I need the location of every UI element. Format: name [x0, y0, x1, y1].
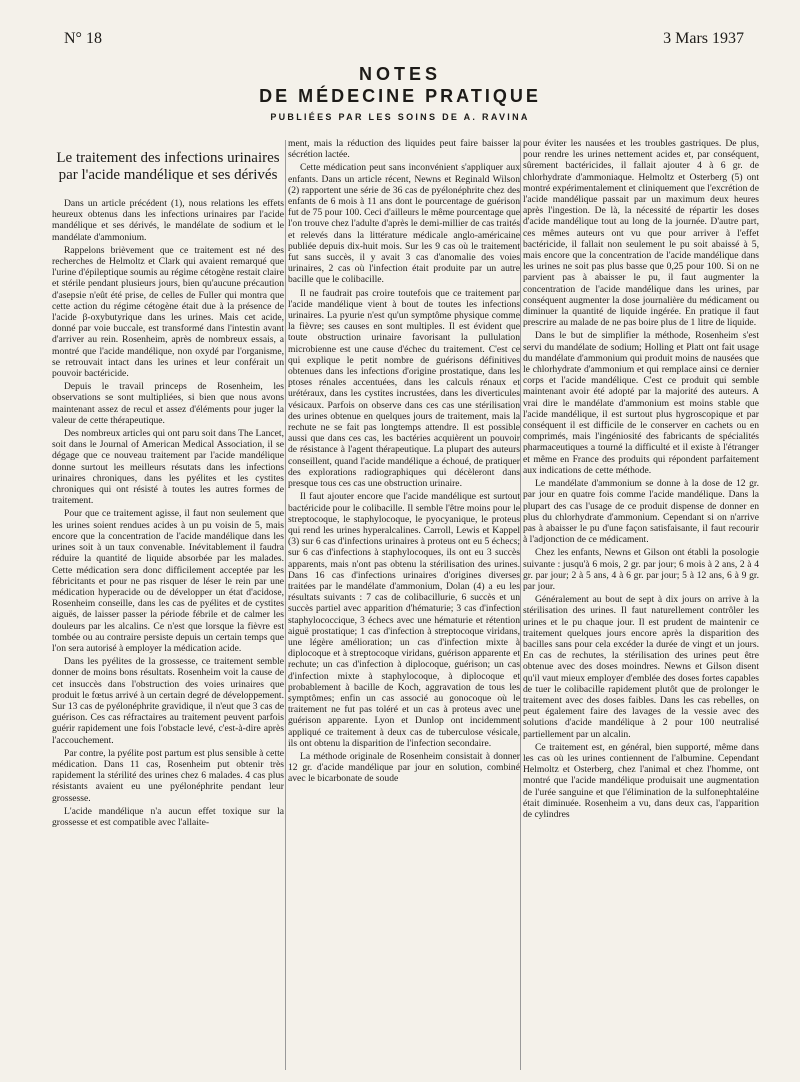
article-title-line2: par l'acide mandélique et ses dérivés — [58, 167, 278, 183]
paragraph: Il faut ajouter encore que l'acide mandélique est surtout bactéricide pour le colibacille. Il semble l'être moins pour le streptocoque, le staphylocoque, le pyocyanique, le proteus qui rend les urines hyperalcalines. Carroll, Lewis et Kappel (3) sur 6 cas d'infections urinaires à proteus ont eu 5 échecs; sur 6 cas d'infections à staphylocoques, ils ont eu 3 succès apparents, mais n'ont pas obtenu la stérilisation des urines. Dans 16 cas d'infections urinaires d'origines diverses traitées par le mandélate d'ammonium, Dolan (4) a eu les résultats suivants : 7 cas de colibacillurie, 6 succès et un succès partiel avec apparition d'hématurie; 3 cas d'infection staphylococcique, 3 échecs avec une hématurie et rétention aiguë prostatique; 1 cas d'infection à streptocoque viridans, une légère amélioration; un cas d'infection mixte à diplocoque et à streptocoque viridans, guérison apparente et rechute; un cas d'infection à diplocoque, guérison; un cas d'infection mixte à staphylocoque, à diplocoque et probablement à bacille de Koch, aggravation de tous les symptômes; enfin un cas associé au gonocoque où le traitement ne fut pas toléré et un cas à proteus avec une guérison apparente. Lyon et Dunlop ont incidemment appliqué ce traitement à deux cas de tuberculose vésicale, ils ont obtenu la disparition de l'infection secondaire. — [288, 491, 520, 749]
paragraph: Dans le but de simplifier la méthode, Rosenheim s'est servi du mandélate de sodium; Holling et Platt ont fait usage du mandélate d'ammonium qui produit moins de nausées que le chlorhydrate d'ammonium et qui remplace ainsi ce dernier corps et l'acide mandélique. C'est ce produit qui semble maintenant avoir été adopté par la majorité des auteurs. A vrai dire le mandélate d'ammonium est moins stable que l'acide mandélique, il est surtout plus hygroscopique et par conséquent il est difficile de le conserver en cachets ou en comprimés, mais l'ingéniosité des fabricants de spécialités pharmaceutiques a tourné la difficulté et il existe à l'étranger et même en France des produits qui répondent parfaitement aux indications de cette méthode. — [523, 330, 759, 476]
paragraph: Il ne faudrait pas croire toutefois que ce traitement par l'acide mandélique vient à bout de toutes les infections urinaires. La pyurie n'est qu'un symptôme physique comme la fièvre; ses causes en sont multiples. Il est évident que toute obstruction urinaire favorisant la pullulation microbienne est une cause d'échec du traitement. C'est ce qui explique le petit nombre de guérisons définitives obtenues dans les infections d'origine prostatique, dans les ptoses rénales accentuées, dans les calculs rénaux et urétéraux, dans les cystites incrustées, dans les diverticules vésicaux. Parfois on observe dans ces cas une stérilisation des urines obtenue en quelques jours de traitement, mais la rechute ne se fait pas longtemps attendre. Il est possible aussi que dans ces cas, les bactéries acquièrent un pouvoir de résistance à l'agent thérapeutique. La plupart des auteurs conseillent, quand l'acide mandélique a échoué, de pratiquer des explorations radiographiques qui décèleront dans presque tous ces cas une obstruction urinaire. — [288, 287, 520, 490]
paragraph: L'acide mandélique n'a aucun effet toxique sur la grossesse et est compatible avec l'allaite- — [52, 805, 284, 828]
paragraph: Des nombreux articles qui ont paru soit dans The Lancet, soit dans le Journal of American Medical Association, il se dégage que ce nouveau traitement par l'acide mandélique donne surtout les meilleurs résutats dans les infections urinaires chroniques, dans les pyélites et les cystites chroniques qui ont résisté à toutes les autres formes de traitement. — [52, 428, 284, 507]
paragraph: Pour que ce traitement agisse, il faut non seulement que les urines soient rendues acides à un pu voisin de 5, mais encore que la concentration de l'acide mandélique dans les urines soit à un taux convenable. Inévitablement il faudra réduire la quantité de liquide absorbée par les malades. Cette médication sera donc difficilement acceptée par les fébricitants et pour ne pas risquer de léser le rein par une médication hyperacide ou de développer un état d'acidose, Rosenheim conseille, dans les cas de pyélites et de cystites aiguës, de laisser passer la période fébrile et de calmer les douleurs par les alcalins. Ce n'est que lorsque la fièvre est tombée ou au contraire persiste depuis un certain temps que l'on sera autorisé à employer la médication acide. — [52, 508, 284, 654]
issue-number: N° 18 — [64, 30, 102, 47]
paragraph: Rappelons brièvement que ce traitement est né des recherches de Helmoltz et Clark qui avaient remarqué que l'urine d'épileptique soumis au régime cétogène restait claire et stérile pendant plusieurs jours, bien qu'aucune précaution d'asepsie n'eût été prise, de celles de Fuller qui montra que cette action du régime cétogène était due à la présence de l'acide β-oxybutyrique dans les urines. Mais cet acide, donné par voie buccale, est transformé dans l'intestin avant d'arriver au rein. Rosenheim, après de nombreux essais, a montré que l'acide mandélique, non oxydé par l'organisme, se retrouvait intact dans les urines et leur conférait un pouvoir bactéricide. — [52, 244, 284, 380]
article-title — [52, 150, 284, 184]
paragraph: Le mandélate d'ammonium se donne à la dose de 12 gr. par jour en quatre fois comme l'acide mandélique. Dans la plupart des cas l'usage de ce produit dispense de donner en plus du chlorhydrate d'ammonium. Cependant si on n'arrive pas à abaisser le pu d'une façon satisfaisante, il faut recourir à l'adjonction de ce médicament. — [523, 478, 759, 546]
paragraph: Cette médication peut sans inconvénient s'appliquer aux enfants. Dans un article récent, Newns et Reginald Wilson (2) rapportent une série de 36 cas de pyélonéphrite chez des enfants de 6 mois à 11 ans dont le pourcentage de guérison fut de 75 pour 100. Ceci d'ailleurs le même pourcentage que l'on trouve chez l'adulte d'après le demi-millier de cas traités et relevés dans la littérature médicale anglo-américaine publiée depuis dix-huit mois. Sur les 9 cas où le traitement fut sans succès, il y avait 3 cas d'anomalie des voies urinaires, 2 cas où l'infection était produite par un autre bacille que le colibacille. — [288, 162, 520, 286]
article-column-2 — [288, 138, 520, 1073]
paragraph: Dans les pyélites de la grossesse, ce traitement semble donner de moins bons résultats. Rosenheim voit la cause de cet insuccès dans l'obstruction des voies urinaires que produit le fœtus arrivé à un certain degré de développement. Sur 13 cas de pyélonéphrite gravidique, il n'eut que 3 cas de guérison. Ces cas réfractaires au traitement peuvent parfois guérir rapidement une fois l'obstacle levé, c'est-à-dire après l'accouchement. — [52, 656, 284, 746]
paragraph: La méthode originale de Rosenheim consistait à donner 12 gr. d'acide mandélique par jour en solution, combiné avec le bicarbonate de soude — [288, 750, 520, 785]
masthead-title-line2: DE MÉDECINE PRATIQUE — [259, 86, 541, 106]
issue-date: 3 Mars 1937 — [663, 30, 744, 47]
article-title-line1: Le traitement des infections urinaires — [56, 150, 280, 166]
paragraph: pour éviter les nausées et les troubles gastriques. De plus, pour rendre les urines nettement acides et, par conséquent, sûrement bactéricides, il fallait ajouter 4 à 6 gr. de chlorhydrate d'ammoniaque. Helmoltz et Osterberg (5) ont montré expérimentalement et cliniquement que l'excrétion de l'acide mandélique passait par un maximum deux heures après l'ingestion. De là, la nécessité de répartir les doses d'acide mandélique tout au long de la journée. D'autre part, ces mêmes auteurs ont vu que pour arriver à l'effet bactéricide, il fallait non seulement le pu soit abaissé à 5, mais encore que la concentration de l'acide mandélique dans les urines ne soit pas plus basse que 0,25 pour 100. Si on ne parvient pas à abaisser le pu, il faut augmenter la concentration de l'acide mandélique dans les urines, par conséquent augmenter la dose journalière du médicament ou diminuer la quantité de liquide ingérée. En pratique il faut prescrire au malade de ne pas boire plus de 1 litre de liquide. — [523, 138, 759, 329]
paragraph: Ce traitement est, en général, bien supporté, même dans les cas où les urines contiennent de l'albumine. Cependant Helmoltz et Osterberg, chez l'animal et chez l'homme, ont montré que l'acide mandélique produisait une augmentation de l'urée sanguine et que l'élimination de la sulfonephtaléine était diminuée. Rosenheim a vu, dans deux cas, l'apparition de cylindres — [523, 741, 759, 820]
column-divider-2 — [520, 140, 521, 1070]
paragraph: Généralement au bout de sept à dix jours on arrive à la stérilisation des urines. Il faut naturellement contrôler les urines et le pu chaque jour. Il est prudent de maintenir ce traitement quelques jours encore après la disparition des bacilles sans pour cela excéder la durée de vingt et un jours. En cas de rechutes, la stérilisation des urines peut être obtenue avec des doses moindres. Newns et Gilson disent qu'il vaut mieux employer d'emblée des doses fortes capables de tuer le colibacille rapidement plutôt que de prolonger le traitement avec des doses faibles. Dans les cas rebelles, on peut également faire des lavages de la vessie avec des solutions d'acide mandélique à 2 pour 100 neutralisé partiellement par un alcalin. — [523, 594, 759, 740]
masthead-subtitle: PUBLIÉES PAR LES SOINS DE A. RAVINA — [270, 112, 530, 122]
paragraph: Par contre, la pyélite post partum est plus sensible à cette médication. Dans 11 cas, Rosenheim put obtenir très rapidement la stérilité des urines chez 6 malades. 4 cas plus résistants avaient eu une pyélonéphrite pendant leur grossesse. — [52, 747, 284, 804]
paragraph: Chez les enfants, Newns et Gilson ont établi la posologie suivante : jusqu'à 6 mois, 2 gr. par jour; 6 mois à 2 ans, 2 à 4 gr. par jour; 2 à 5 ans, 4 à 6 gr. par jour; 5 à 12 ans, 6 à 9 gr. par jour. — [523, 547, 759, 592]
column-divider-1 — [285, 140, 286, 1070]
paragraph: Depuis le travail princeps de Rosenheim, les observations se sont multipliées, si bien que nous avons maintenant assez de recul et assez d'éléments pour juger la valeur de cette thérapeutique. — [52, 381, 284, 426]
masthead-title-line1: NOTES — [358, 64, 441, 84]
article-column-3 — [523, 138, 759, 1073]
paragraph: ment, mais la réduction des liquides peut faire baisser la sécrétion lactée. — [288, 138, 520, 161]
article-column-1 — [52, 150, 284, 1075]
paragraph: Dans un article précédent (1), nous relations les effets heureux obtenus dans les infections urinaires par l'acide mandélique et ses dérivés, le mandélate de sodium et le mandélate d'ammonium. — [52, 198, 284, 243]
